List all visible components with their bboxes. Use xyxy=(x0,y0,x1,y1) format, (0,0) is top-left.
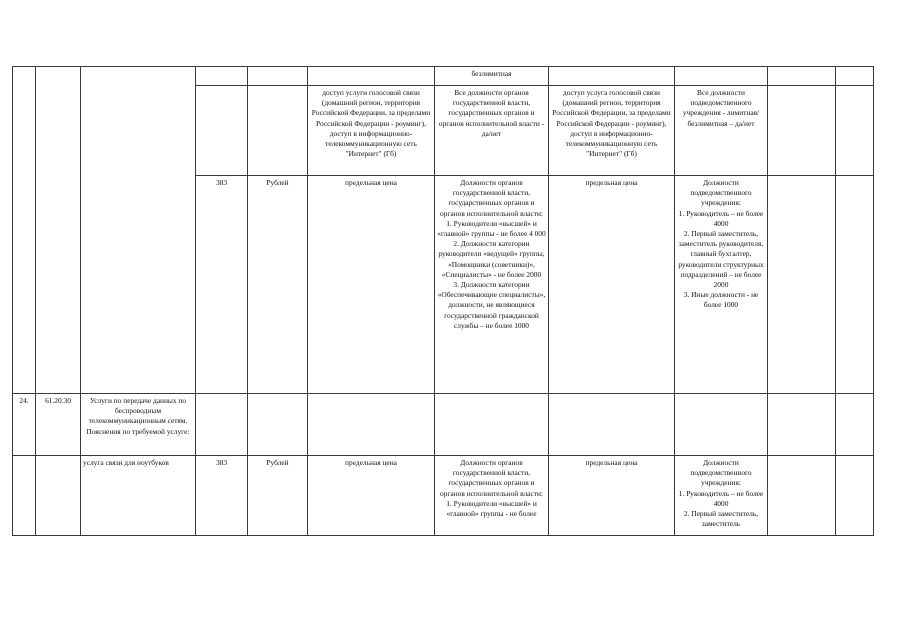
cell-empty xyxy=(768,86,836,176)
requirements-table xyxy=(12,66,874,536)
cell-price-b: предельная цена xyxy=(549,176,675,394)
cell-service: услуга связи для ноутбуков xyxy=(81,456,196,536)
cell-empty xyxy=(196,394,248,456)
cell-positions-gov: Должности органов государственной власти, государственных органов и органов исполнительной власти: 1. Руководители «высшей» и «главной» группы - не более 4 000 2. Должности категории руководители «ведущей» группы, «Помощники (советники)», «Специалисты» - не более 2000 3. Должности категории «Обеспечивающие специалисты», должности, не являющиеся государственной гражданской службы – не более 1000 xyxy=(435,176,549,394)
cell-positions-sub: Должности подведомственного учреждения: 1. Руководитель – не более 4000 2. Первый заместитель, заместитель руководителя, главный бухгалтер, руководители структурных подразделений – не более 2000 3. Иные должности - не более 1000 xyxy=(675,176,768,394)
cell-empty xyxy=(768,394,836,456)
cell-empty xyxy=(836,67,874,86)
cell-empty xyxy=(549,394,675,456)
cell-empty xyxy=(549,67,675,86)
cell-desc-a: доступ услуги голосовой связи (домашний регион, территория Российской Федерации, за пределами Российской Федерации - роуминг), доступ в информационно-телекоммуникационную сеть "Интернет" (Гб) xyxy=(308,86,435,176)
cell-unit: Рублей xyxy=(248,456,308,536)
table-row xyxy=(13,394,874,456)
cell-price-a: предельная цена xyxy=(308,456,435,536)
cell-empty xyxy=(836,394,874,456)
table-row xyxy=(13,456,874,536)
cell-empty xyxy=(308,394,435,456)
cell-positions-sub: Должности подведомственного учреждения: 1. Руководитель – не более 4000 2. Первый заместитель, заместитель xyxy=(675,456,768,536)
cell-positions-gov: Должности органов государственной власти, государственных органов и органов исполнительной власти: 1. Руководители «высшей» и «главной» группы - не более xyxy=(435,456,549,536)
cell-num xyxy=(13,67,36,394)
cell-price-b: предельная цена xyxy=(549,456,675,536)
cell-unit xyxy=(248,67,308,86)
cell-unit xyxy=(248,86,308,176)
document-table-wrapper xyxy=(12,66,874,536)
cell-price-a: предельная цена xyxy=(308,176,435,394)
cell-empty xyxy=(248,394,308,456)
cell-empty xyxy=(768,456,836,536)
cell-desc-d: Все должности подведомственного учреждения - лимитная/безлимитная – да/нет xyxy=(675,86,768,176)
cell-okpd xyxy=(36,456,81,536)
cell-num xyxy=(13,456,36,536)
cell-empty xyxy=(308,67,435,86)
cell-code: 383 xyxy=(196,456,248,536)
cell-desc-b: Все должности органов государственной власти, государственных органов и органов исполнительной власти - да/нет xyxy=(435,86,549,176)
cell-num: 24. xyxy=(13,394,36,456)
cell-empty xyxy=(768,176,836,394)
cell-code: 383 xyxy=(196,176,248,394)
cell-empty xyxy=(435,394,549,456)
cell-empty xyxy=(675,67,768,86)
cell-code xyxy=(196,67,248,86)
cell-name: Услуги по передаче данных по беспроводным телекоммуникационным сетям. Пояснения по требуемой услуге: xyxy=(81,394,196,456)
cell-okpd xyxy=(36,67,81,394)
cell-empty xyxy=(768,67,836,86)
cell-empty xyxy=(836,456,874,536)
cell-unit: Рублей xyxy=(248,176,308,394)
cell-okpd: 61.20.30 xyxy=(36,394,81,456)
cell-name xyxy=(81,67,196,394)
cell-empty xyxy=(836,176,874,394)
cell-limit-text: безлимитная xyxy=(435,67,549,86)
cell-desc-c: доступ услуга голосовой связи (домашний регион, территория Российской Федерации, за пределами Российской Федерации - роуминг), доступ в информационно-телекоммуникационную сеть "Интернет" (Гб) xyxy=(549,86,675,176)
cell-code xyxy=(196,86,248,176)
cell-empty xyxy=(836,86,874,176)
cell-empty xyxy=(675,394,768,456)
table-row xyxy=(13,67,874,86)
